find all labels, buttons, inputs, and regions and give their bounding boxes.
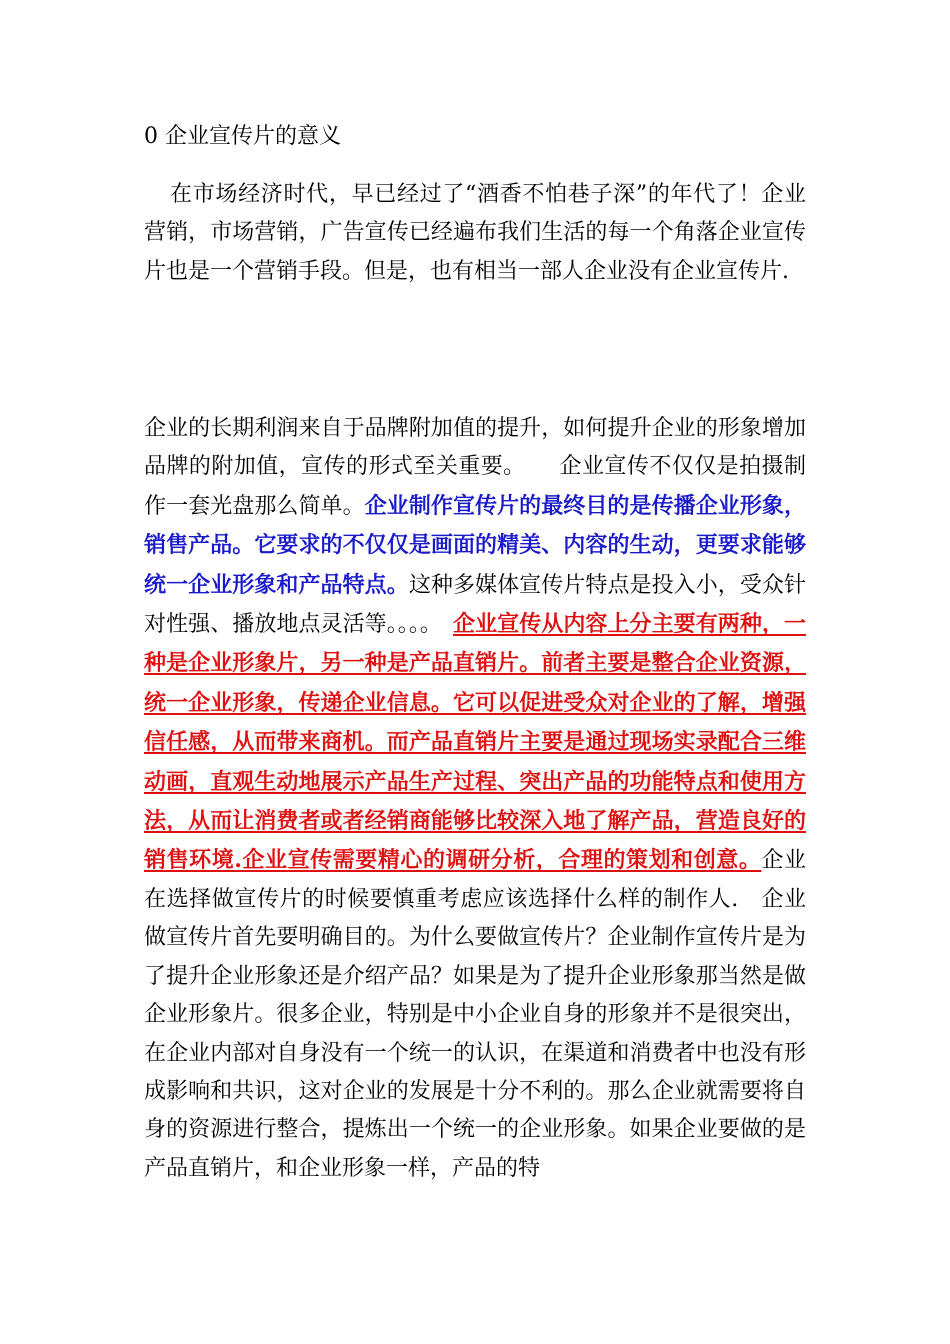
body-text-segment: 企业在选择做宣传片的时候要慎重考虑应该选择什么样的制作人. 企业做宣传片首先要明确目的。为什么要做宣传片？企业制作宣传片是为了提升企业形象还是介绍产品？如果是为了提升企业形象那当然是做企业形象片。很多企业，特别是中小企业自身的形象并不是很突出，在企业内部对自身没有一个统一的认识，在渠道和消费者中也没有形成影响和共识，这对企业的发展是十分不利的。那么企业就需要将自身的资源进行整合，提炼出一个统一的企业形象。如果企业要做的是产品直销片，和企业形象一样，产品的特 [144,848,806,1181]
red-underlined-text: 企业宣传从内容上分主要有两种，一种是企业形象片，另一种是产品直销片。前者主要是整合企业资源，统一企业形象，传递企业信息。它可以促进受众对企业的了解，增强信任感，从而带来商机。而产品直销片主要是通过现场实录配合三维动画，直观生动地展示产品生产过程、突出产品的功能特点和使用方法，从而让消费者或者经销商能够比较深入地了解产品，营造良好的销售环境.企业宣传需要精心的调研分析，合理的策划和创意。 [144,611,806,874]
intro-paragraph: 在市场经济时代，早已经过了“酒香不怕巷子深”的年代了！企业营销，市场营销，广告宣传已经遍布我们生活的每一个角落企业宣传片也是一个营销手段。但是，也有相当一部人企业没有企业宣传片. [144,182,806,284]
blue-highlight-text: 企业制作宣传片的最终目的是传播企业形象，销售产品。它要求的不仅仅是画面的精美、内容的生动，更要求能够统一企业形象和产品特点。 [144,492,806,598]
document-title: 0 企业宣传片的意义 [144,124,341,149]
body-text-segment: 这种多媒体宣传片特点是投入小，受众针对性强、播放地点灵活等。。。。 [144,572,806,638]
body-paragraph [144,410,806,1188]
body-text-segment: 企业的长期利润来自于品牌附加值的提升，如何提升企业的形象增加品牌的附加值，宣传的形式至关重要。 企业宣传不仅仅是拍摄制作一套光盘那么简单。 [144,416,806,519]
